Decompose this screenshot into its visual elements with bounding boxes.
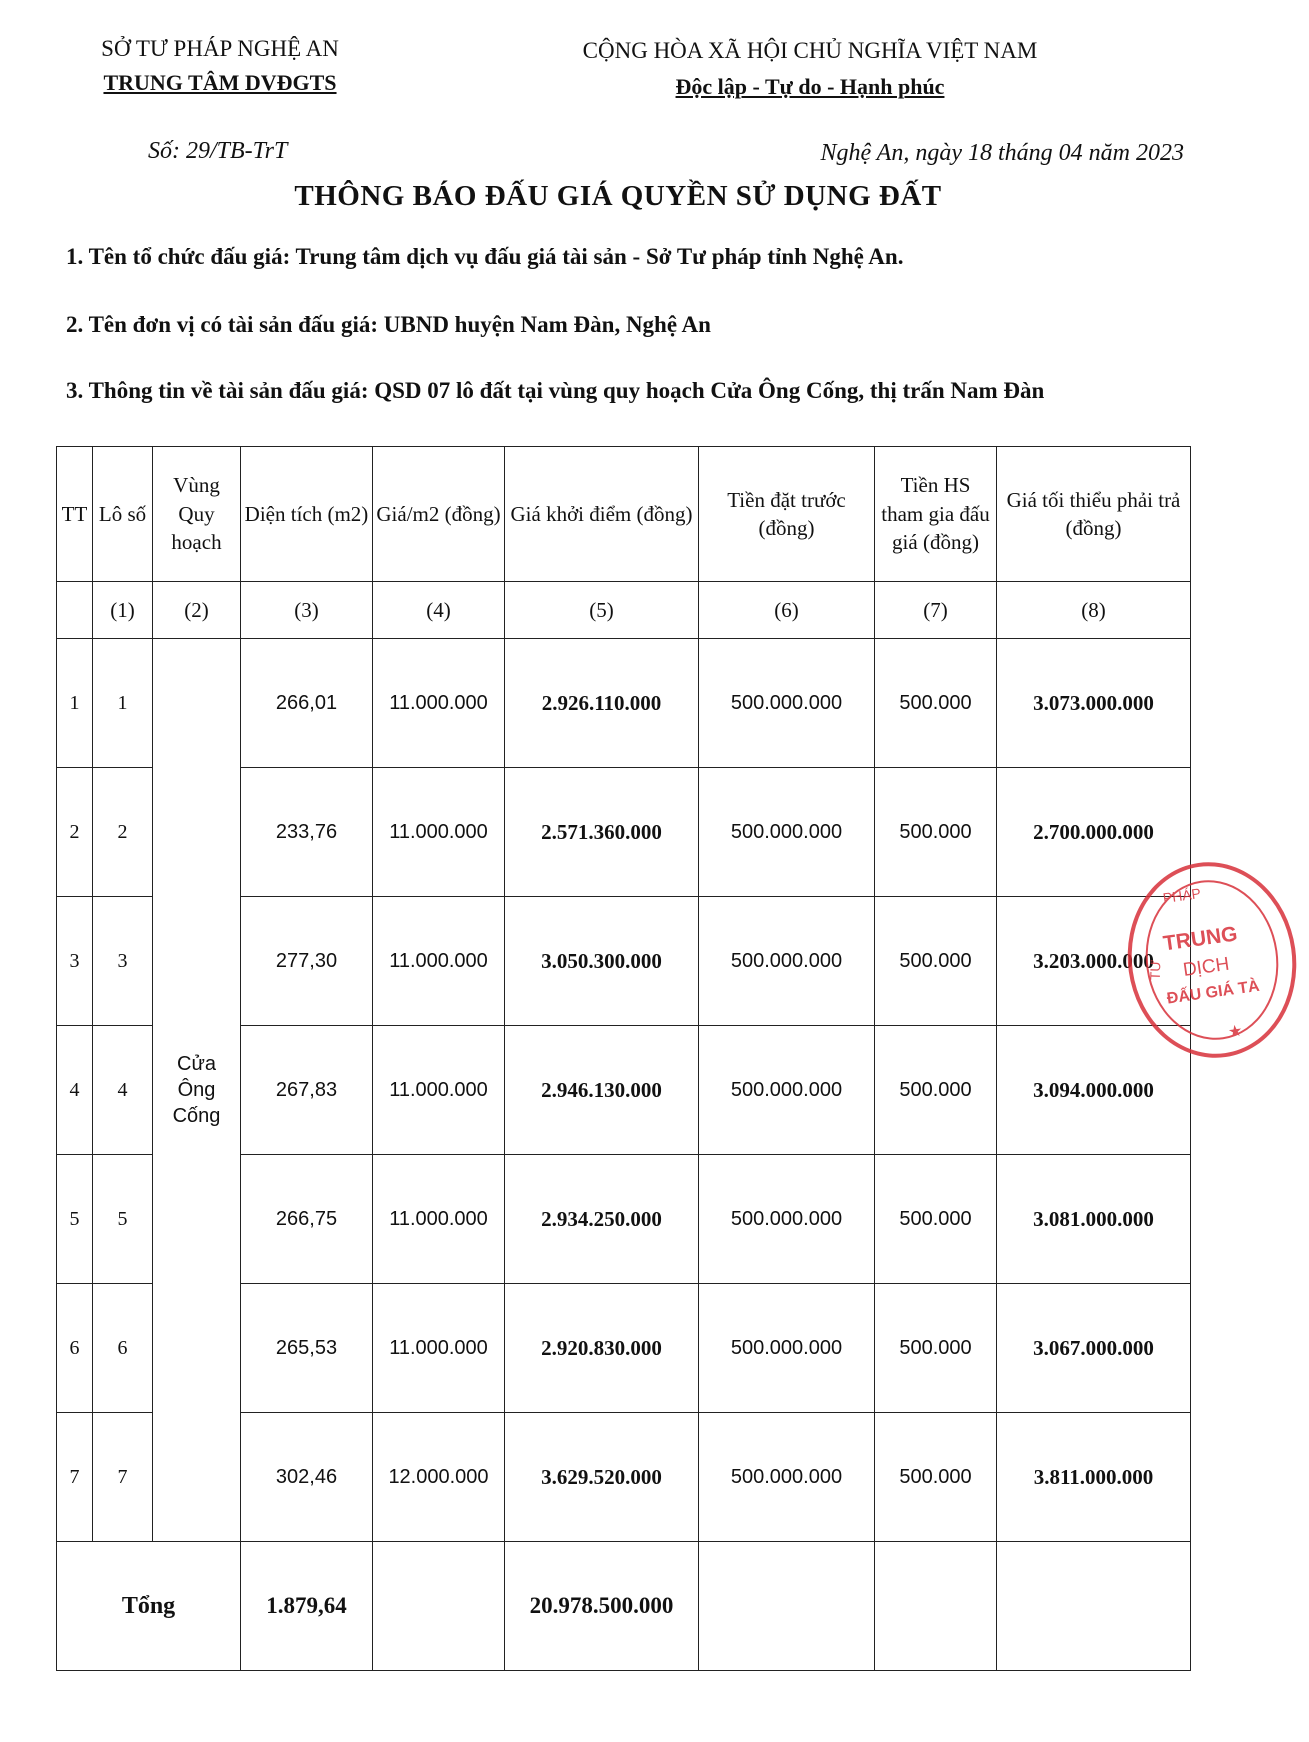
cell-tt: 3 [57, 897, 93, 1026]
item-asset-owner: 2. Tên đơn vị có tài sản đấu giá: UBND huyện Nam Đàn, Nghệ An [66, 312, 711, 337]
cell-minimum-price: 3.067.000.000 [997, 1284, 1191, 1413]
document-number: Số: 29/TB-TrT [148, 138, 288, 164]
total-empty [373, 1542, 505, 1671]
cell-tt: 5 [57, 1155, 93, 1284]
index-cell: (4) [373, 582, 505, 639]
cell-lot: 4 [93, 1026, 153, 1155]
cell-lot: 1 [93, 639, 153, 768]
index-cell: (2) [153, 582, 241, 639]
cell-tt: 4 [57, 1026, 93, 1155]
cell-lot: 5 [93, 1155, 153, 1284]
national-motto [500, 38, 1120, 100]
cell-lot: 3 [93, 897, 153, 1026]
cell-application-fee: 500.000 [875, 1026, 997, 1155]
star-icon: ★ [1227, 1022, 1244, 1042]
nation-line-2: Độc lập - Tự do - Hạnh phúc [675, 74, 945, 99]
cell-lot: 6 [93, 1284, 153, 1413]
table-total-row [57, 1542, 1191, 1671]
header-zone: Vùng Quy hoạch [153, 447, 241, 582]
cell-lot: 2 [93, 768, 153, 897]
cell-application-fee: 500.000 [875, 1155, 997, 1284]
cell-area: 266,75 [241, 1155, 373, 1284]
cell-area: 265,53 [241, 1284, 373, 1413]
column-index-row [57, 582, 1191, 639]
cell-zone: Cửa Ông Cống [153, 639, 241, 1542]
header-application-fee: Tiền HS tham gia đấu giá (đồng) [875, 447, 997, 582]
index-cell [57, 582, 93, 639]
cell-deposit: 500.000.000 [699, 768, 875, 897]
cell-tt: 1 [57, 639, 93, 768]
cell-deposit: 500.000.000 [699, 639, 875, 768]
cell-deposit: 500.000.000 [699, 1413, 875, 1542]
table-row [57, 639, 1191, 768]
total-empty [699, 1542, 875, 1671]
cell-minimum-price: 3.811.000.000 [997, 1413, 1191, 1542]
index-cell: (3) [241, 582, 373, 639]
table-header-row [57, 447, 1191, 582]
cell-deposit: 500.000.000 [699, 1155, 875, 1284]
seal-arc-text: PHÁP [1161, 885, 1202, 907]
cell-starting-price: 2.920.830.000 [505, 1284, 699, 1413]
cell-tt: 7 [57, 1413, 93, 1542]
item-auction-organization: 1. Tên tổ chức đấu giá: Trung tâm dịch vụ đấu giá tài sản - Sở Tư pháp tỉnh Nghệ An. [66, 244, 904, 269]
cell-minimum-price: 3.203.000.000 [997, 897, 1191, 1026]
cell-deposit: 500.000.000 [699, 897, 875, 1026]
cell-area: 267,83 [241, 1026, 373, 1155]
total-label: Tổng [57, 1542, 241, 1671]
total-area: 1.879,64 [241, 1542, 373, 1671]
cell-price-per-m2: 12.000.000 [373, 1413, 505, 1542]
cell-application-fee: 500.000 [875, 768, 997, 897]
cell-area: 266,01 [241, 639, 373, 768]
total-starting-price: 20.978.500.000 [505, 1542, 699, 1671]
cell-price-per-m2: 11.000.000 [373, 768, 505, 897]
header-deposit: Tiền đặt trước (đồng) [699, 447, 875, 582]
cell-price-per-m2: 11.000.000 [373, 897, 505, 1026]
issuing-organization [60, 36, 380, 96]
seal-line-1: TRUNG [1161, 922, 1239, 956]
cell-application-fee: 500.000 [875, 639, 997, 768]
header-area: Diện tích (m2) [241, 447, 373, 582]
total-empty [875, 1542, 997, 1671]
cell-starting-price: 2.571.360.000 [505, 768, 699, 897]
cell-starting-price: 3.050.300.000 [505, 897, 699, 1026]
cell-application-fee: 500.000 [875, 897, 997, 1026]
header-tt: TT [57, 447, 93, 582]
cell-deposit: 500.000.000 [699, 1284, 875, 1413]
index-cell: (7) [875, 582, 997, 639]
header-starting-price: Giá khởi điểm (đồng) [505, 447, 699, 582]
cell-starting-price: 2.926.110.000 [505, 639, 699, 768]
cell-minimum-price: 3.081.000.000 [997, 1155, 1191, 1284]
cell-price-per-m2: 11.000.000 [373, 1155, 505, 1284]
cell-tt: 2 [57, 768, 93, 897]
seal-arc-left-text: TƯ [1146, 959, 1164, 981]
index-cell: (1) [93, 582, 153, 639]
cell-starting-price: 2.946.130.000 [505, 1026, 699, 1155]
cell-price-per-m2: 11.000.000 [373, 639, 505, 768]
org-line-2: TRUNG TÂM DVĐGTS [103, 70, 337, 95]
cell-starting-price: 2.934.250.000 [505, 1155, 699, 1284]
cell-application-fee: 500.000 [875, 1284, 997, 1413]
cell-minimum-price: 3.094.000.000 [997, 1026, 1191, 1155]
cell-price-per-m2: 11.000.000 [373, 1284, 505, 1413]
item-asset-info: 3. Thông tin về tài sản đấu giá: QSD 07 lô đất tại vùng quy hoạch Cửa Ông Cống, thị trấn Nam Đàn [66, 378, 1045, 403]
seal-line-2: DỊCH [1181, 953, 1231, 982]
header-lot: Lô số [93, 447, 153, 582]
cell-area: 277,30 [241, 897, 373, 1026]
seal-line-3: ĐẤU GIÁ TÀ [1165, 977, 1261, 1008]
cell-minimum-price: 2.700.000.000 [997, 768, 1191, 897]
cell-starting-price: 3.629.520.000 [505, 1413, 699, 1542]
index-cell: (8) [997, 582, 1191, 639]
header-minimum-price: Giá tối thiểu phải trả (đồng) [997, 447, 1191, 582]
header-price-per-m2: Giá/m2 (đồng) [373, 447, 505, 582]
cell-area: 302,46 [241, 1413, 373, 1542]
index-cell: (5) [505, 582, 699, 639]
cell-minimum-price: 3.073.000.000 [997, 639, 1191, 768]
cell-price-per-m2: 11.000.000 [373, 1026, 505, 1155]
total-empty [997, 1542, 1191, 1671]
cell-tt: 6 [57, 1284, 93, 1413]
place-date: Nghệ An, ngày 18 tháng 04 năm 2023 [820, 140, 1184, 166]
cell-lot: 7 [93, 1413, 153, 1542]
nation-line-1: CỘNG HÒA XÃ HỘI CHỦ NGHĨA VIỆT NAM [582, 38, 1038, 63]
cell-deposit: 500.000.000 [699, 1026, 875, 1155]
document-title: THÔNG BÁO ĐẤU GIÁ QUYỀN SỬ DỤNG ĐẤT [294, 180, 942, 212]
cell-application-fee: 500.000 [875, 1413, 997, 1542]
auction-lots-table [56, 446, 1191, 1671]
index-cell: (6) [699, 582, 875, 639]
cell-area: 233,76 [241, 768, 373, 897]
org-line-1: SỞ TƯ PHÁP NGHỆ AN [101, 36, 339, 61]
